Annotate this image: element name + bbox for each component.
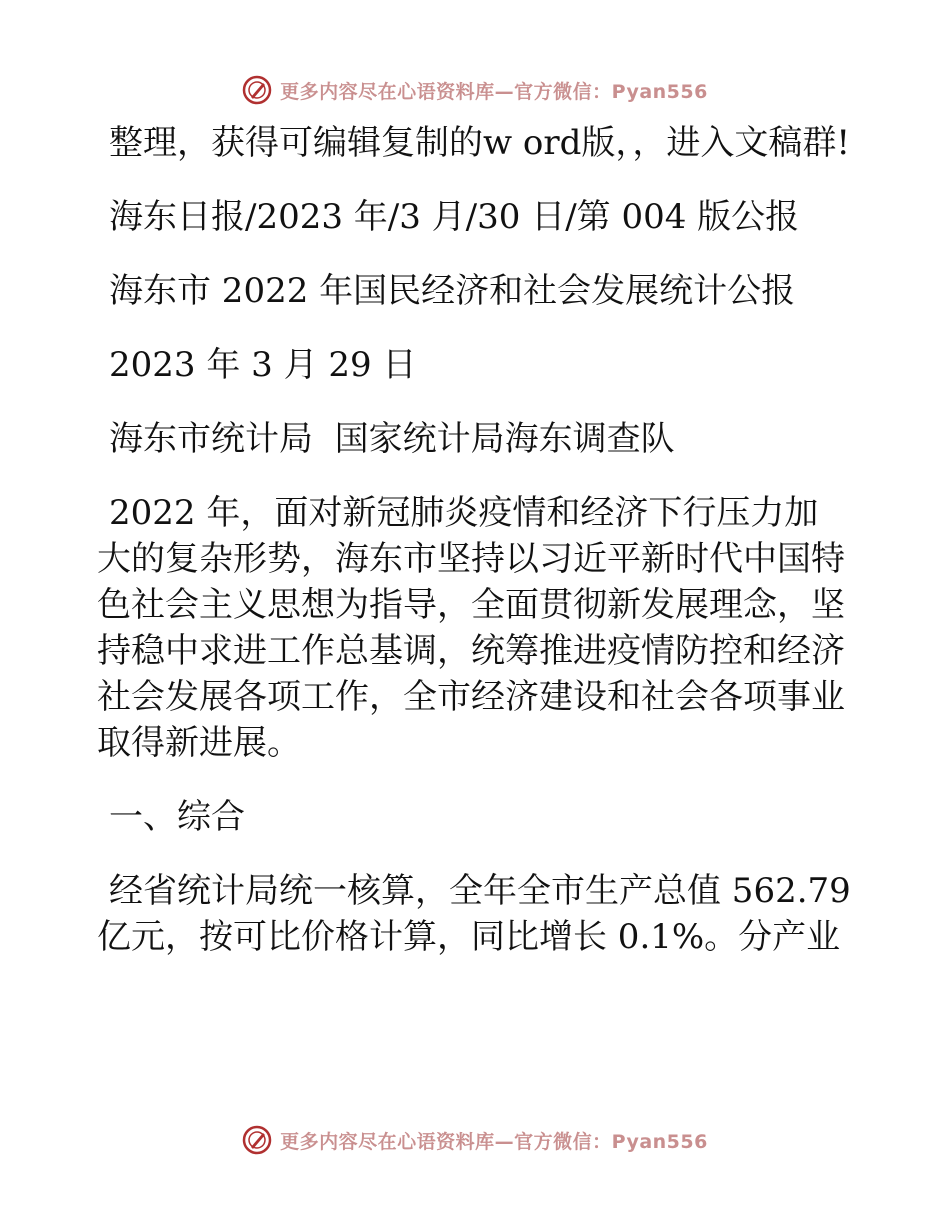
source-line: 海东日报/2023 年/3 月/30 日/第 004 版公报 <box>109 197 800 237</box>
intro-note: 整理，获得可编辑复制的w ord版，，进入文稿群! <box>109 123 851 163</box>
banner-text: 更多内容尽在心语资料库—官方微信：Pyan556 <box>280 1130 708 1153</box>
section-heading: 一、综合 <box>109 797 245 837</box>
footer-banner <box>0 1120 950 1160</box>
pen-seal-icon <box>242 1125 272 1155</box>
banner-text: 更多内容尽在心语资料库—官方微信：Pyan556 <box>280 80 708 103</box>
issuing-authority: 海东市统计局 国家统计局海东调查队 <box>109 419 675 459</box>
document-date: 2023 年 3 月 29 日 <box>109 345 417 385</box>
document-body <box>97 120 862 960</box>
pen-seal-icon <box>242 75 272 105</box>
header-banner <box>0 70 950 110</box>
gdp-paragraph: 经省统计局统一核算，全年全市生产总值 562.79 亿元，按可比价格计算，同比增长 0.1%。分产业 <box>97 871 862 957</box>
document-title: 海东市 2022 年国民经济和社会发展统计公报 <box>109 271 796 311</box>
summary-paragraph: 2022 年，面对新冠肺炎疫情和经济下行压力加大的复杂形势，海东市坚持以习近平新时代中国特色社会主义思想为指导，全面贯彻新发展理念，坚持稳中求进工作总基调，统筹推进疫情防控和经济社会发展各项工作，全市经济建设和社会各项事业取得新进展。 <box>97 493 845 763</box>
